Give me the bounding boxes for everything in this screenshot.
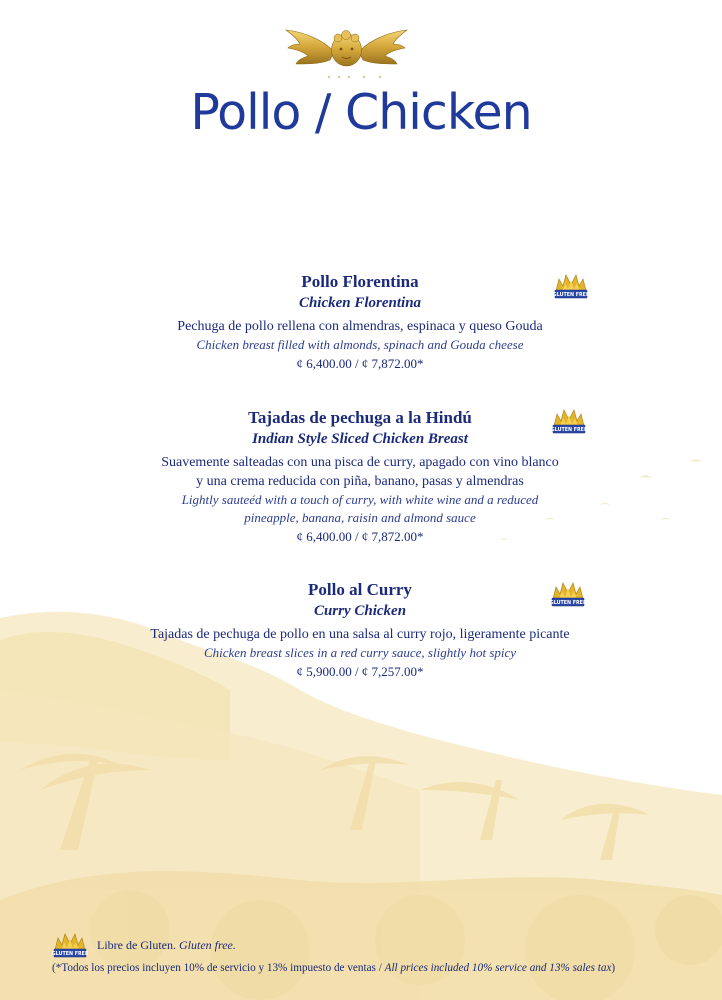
item-description-en: Chicken breast filled with almonds, spinach and Gouda cheese: [196, 337, 524, 352]
item-description-es: Pechuga de pollo rellena con almendras, espinaca y queso Gouda: [177, 319, 543, 334]
item-description-es: Tajadas de pechuga de pollo en una salsa al curry rojo, ligeramente picante: [150, 627, 570, 642]
svg-text:GLUTEN FREE: GLUTEN FREE: [551, 428, 587, 434]
item-title-en: Chicken Florentina: [298, 295, 422, 311]
item-title-es: Pollo al Curry: [308, 580, 412, 599]
gluten-free-legend: [97, 938, 236, 953]
gluten-free-legend-badge-icon: [52, 930, 88, 960]
footnote-text-en: All prices included 10% service and 13% sales tax: [384, 962, 612, 974]
golden-cherub-emblem-icon: [284, 22, 409, 82]
item-title-en: Curry Chicken: [313, 603, 407, 619]
gluten-free-badge-icon: [551, 406, 587, 436]
item-title-es: Tajadas de pechuga a la Hindú: [248, 408, 472, 427]
item-description-en-line-1: Lightly sauteéd with a touch of curry, with white wine and a reduced: [181, 492, 539, 507]
footnote-separator: /: [375, 962, 385, 974]
item-price: ¢ 6,400.00 / ¢ 7,872.00*: [296, 356, 424, 371]
item-price: ¢ 6,400.00 / ¢ 7,872.00*: [296, 529, 424, 544]
svg-text:GLUTEN FREE: GLUTEN FREE: [52, 952, 88, 958]
item-description-es-line-1: Suavemente salteadas con una pisca de curry, apagado con vino blanco: [161, 455, 559, 470]
gluten-free-badge-icon: [553, 271, 589, 301]
item-title-es: Pollo Florentina: [301, 272, 419, 291]
price-footnote: [52, 962, 615, 974]
item-description-en: Chicken breast slices in a red curry sauce, slightly hot spicy: [203, 645, 517, 660]
legend-text-en: Gluten free.: [178, 938, 236, 952]
item-description-en-line-2: pineapple, banana, raisin and almond sauce: [244, 510, 476, 525]
item-title-en: Indian Style Sliced Chicken Breast: [252, 431, 468, 447]
footnote-close-paren: ): [611, 962, 616, 974]
gluten-free-badge-icon: [550, 579, 586, 609]
item-description-es-line-2: y una crema reducida con piña, banano, pasas y almendras: [196, 474, 524, 489]
svg-text:GLUTEN FREE: GLUTEN FREE: [553, 293, 589, 299]
legend-text-es: Libre de Gluten.: [97, 938, 176, 952]
page-title: Pollo / Chicken: [190, 84, 532, 141]
item-price: ¢ 5,900.00 / ¢ 7,257.00*: [296, 664, 424, 679]
footnote-open-paren: (: [52, 962, 56, 974]
footnote-text-es: *Todos los precios incluyen 10% de servicio y 13% impuesto de ventas: [55, 962, 376, 974]
svg-text:GLUTEN FREE: GLUTEN FREE: [550, 601, 586, 607]
